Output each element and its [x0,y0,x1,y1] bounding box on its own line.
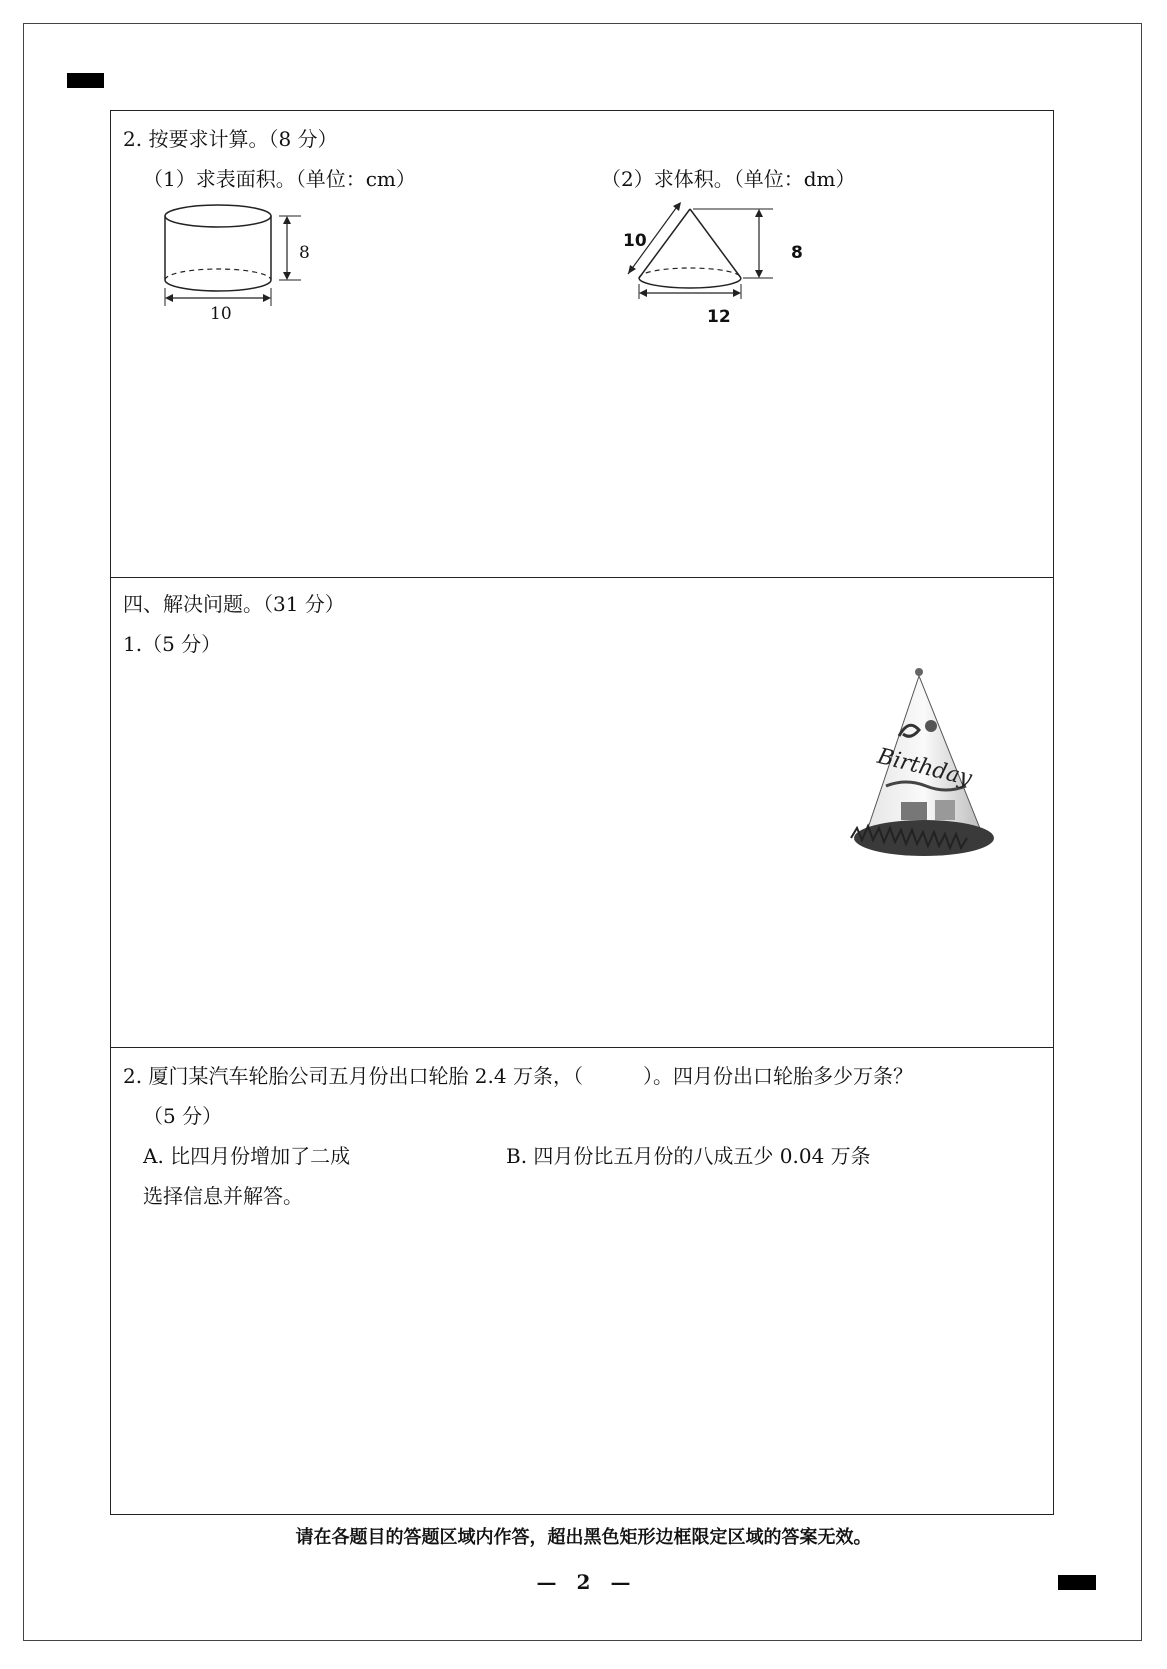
cone-figure [611,199,791,314]
answer-box-problem-2 [110,1047,1054,1515]
cone-height-label: 8 [791,243,803,263]
section-title: 四、解决问题。（31 分） [123,592,345,616]
hat-text: Birthday [874,743,975,792]
problem-2-text: 2. 厦门某汽车轮胎公司五月份出口轮胎 2.4 万条，（ ）。四月份出口轮胎多少万条？ [123,1064,913,1088]
answer-box-problem-1 [110,577,1054,1048]
cone-diameter-label: 12 [707,307,731,327]
cylinder-height-label: 8 [299,243,310,263]
option-a: A. 比四月份增加了二成 [143,1144,351,1168]
party-hat-image [831,666,1011,886]
option-b: B. 四月份比五月份的八成五少 0.04 万条 [506,1144,871,1168]
question-title: 2. 按要求计算。（8 分） [123,127,338,151]
answer-box-calc [110,110,1054,578]
problem-2-score: （5 分） [143,1104,223,1128]
problem-1-label: 1.（5 分） [123,632,222,656]
instruction: 选择信息并解答。 [143,1184,303,1208]
subquestion-1: （1）求表面积。（单位：cm） [143,167,416,191]
registration-mark-top [67,73,104,88]
cylinder-diameter-label: 10 [210,304,232,324]
footer-notice: 请在各题目的答题区域内作答，超出黑色矩形边框限定区域的答案无效。 [295,1527,872,1548]
page-number: — 2 — [536,1570,631,1594]
subquestion-2: （2）求体积。（单位：dm） [601,167,856,191]
cone-slant-label: 10 [623,231,647,251]
cylinder-figure [161,203,311,323]
